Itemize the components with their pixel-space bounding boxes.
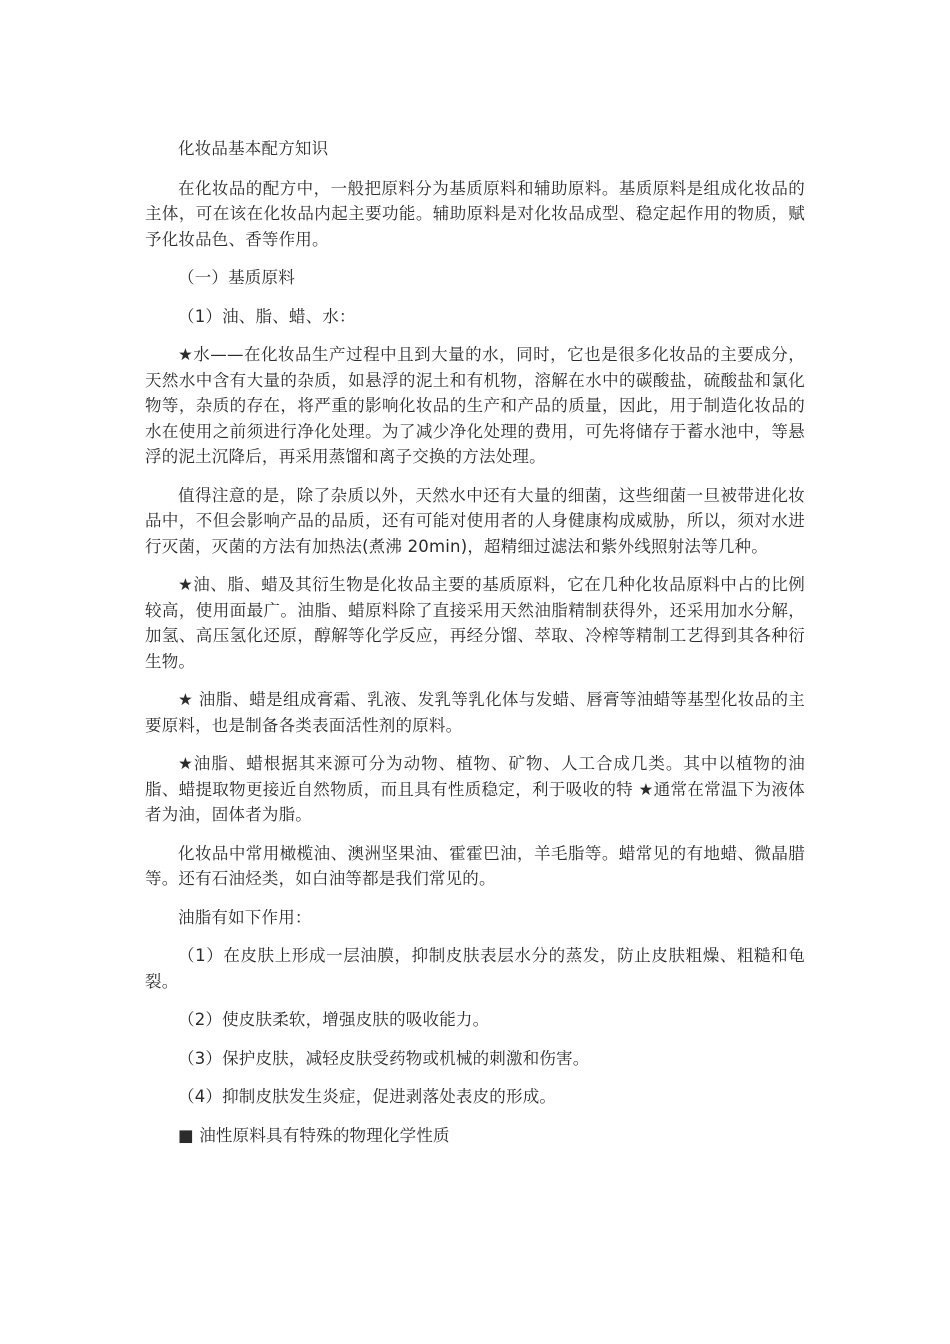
bullet-oily-materials: ■ 油性原料具有特殊的物理化学性质 [178, 1125, 450, 1145]
paragraph-common-oils: 化妆品中常用橄榄油、澳洲坚果油、霍霍巴油，羊毛脂等。蜡常见的有地蜡、微晶腊等。还有石油烃类，如白油等都是我们常见的。 [145, 843, 805, 888]
paragraph-bacteria: 值得注意的是，除了杂质以外，天然水中还有大量的细菌，这些细菌一旦被带进化妆品中，不但会影响产品的品质，还有可能对使用者的人身健康构成威胁，所以，须对水进行灭菌，灭菌的方法有加热法(煮沸 20min)，超精细过滤法和紫外线照射法等几种。 [145, 485, 805, 556]
document-page [145, 136, 805, 1161]
paragraph-intro: 在化妆品的配方中，一般把原料分为基质原料和辅助原料。基质原料是组成化妆品的主体，可在该在化妆品内起主要功能。辅助原料是对化妆品成型、稳定起作用的物质，赋予化妆品色、香等作用。 [145, 178, 805, 249]
paragraph-water: ★水——在化妆品生产过程中且到大量的水，同时，它也是很多化妆品的主要成分，天然水中含有大量的杂质，如悬浮的泥土和有机物，溶解在水中的碳酸盐，硫酸盐和氯化物等，杂质的存在，将严重的影响化妆品的生产和产品的质量，因此，用于制造化妆品的水在使用之前须进行净化处理。为了减少净化处理的费用，可先将储存于蓄水池中，等悬浮的泥土沉降后，再采用蒸馏和离子交换的方法处理。 [145, 345, 805, 466]
section-heading-base-materials: （一）基质原料 [178, 268, 295, 287]
document-title: 化妆品基本配方知识 [178, 139, 329, 158]
list-item-function-1: （1）在皮肤上形成一层油膜，抑制皮肤表层水分的蒸发，防止皮肤粗燥、粗糙和龟裂。 [145, 946, 805, 991]
paragraph-oils-emulsions: ★ 油脂、蜡是组成膏霜、乳液、发乳等乳化体与发蜡、唇膏等油蜡等基型化妆品的主要原料，也是制备各类表面活性剂的原料。 [145, 690, 805, 735]
paragraph-oil-functions-heading: 油脂有如下作用： [178, 907, 312, 927]
list-item-function-4: （4）抑制皮肤发生炎症，促进剥落处表皮的形成。 [178, 1087, 557, 1106]
paragraph-oils-sources: ★油脂、蜡根据其来源可分为动物、植物、矿物、人工合成几类。其中以植物的油脂、蜡提取物更接近自然物质，而且具有性质稳定，利于吸收的特 ★通常在常温下为液体者为油，固体者为脂。 [145, 754, 805, 824]
paragraph-oils-derivatives: ★油、脂、蜡及其衍生物是化妆品主要的基质原料，它在几种化妆品原料中占的比例较高，使用面最广。油脂、蜡原料除了直接采用天然油脂精制获得外，还采用加水分解，加氢、高压氢化还原，醇解等化学反应，再经分馏、萃取、冷榨等精制工艺得到其各种衍生物。 [145, 575, 805, 671]
list-item-function-2: （2）使皮肤柔软，增强皮肤的吸收能力。 [178, 1010, 490, 1029]
list-item-function-3: （3）保护皮肤，减轻皮肤受药物或机械的刺激和伤害。 [178, 1048, 590, 1068]
subsection-heading-oil-fat-wax-water: （1）油、脂、蜡、水： [178, 306, 356, 326]
